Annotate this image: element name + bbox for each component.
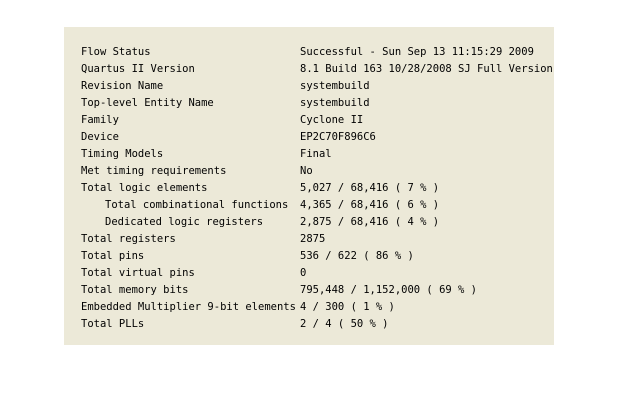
row-label: Total memory bits bbox=[81, 284, 189, 296]
row-total-combinational-functions bbox=[64, 197, 554, 214]
row-label: Flow Status bbox=[81, 46, 151, 58]
row-label: Total combinational functions bbox=[105, 199, 289, 211]
row-label: Total logic elements bbox=[81, 182, 208, 194]
row-device bbox=[64, 129, 554, 146]
row-value: No bbox=[300, 165, 313, 177]
row-total-pins bbox=[64, 248, 554, 265]
row-total-plls bbox=[64, 316, 554, 333]
row-revision-name bbox=[64, 78, 554, 95]
row-label: Family bbox=[81, 114, 119, 126]
row-total-virtual-pins bbox=[64, 265, 554, 282]
row-label: Total registers bbox=[81, 233, 176, 245]
row-value: systembuild bbox=[300, 97, 370, 109]
row-label: Total virtual pins bbox=[81, 267, 195, 279]
row-label: Timing Models bbox=[81, 148, 164, 160]
row-label: Revision Name bbox=[81, 80, 164, 92]
row-met-timing bbox=[64, 163, 554, 180]
row-label: Total PLLs bbox=[81, 318, 145, 330]
row-value: Final bbox=[300, 148, 332, 160]
row-quartus-version bbox=[64, 61, 554, 78]
row-value: 2,875 / 68,416 ( 4 % ) bbox=[300, 216, 440, 228]
row-label: Embedded Multiplier 9-bit elements bbox=[81, 301, 296, 313]
row-label: Met timing requirements bbox=[81, 165, 227, 177]
row-total-registers bbox=[64, 231, 554, 248]
row-value: 4,365 / 68,416 ( 6 % ) bbox=[300, 199, 440, 211]
row-value: Successful - Sun Sep 13 11:15:29 2009 bbox=[300, 46, 534, 58]
row-value: Cyclone II bbox=[300, 114, 364, 126]
row-label: Top-level Entity Name bbox=[81, 97, 214, 109]
row-value: 2875 bbox=[300, 233, 326, 245]
row-value: 795,448 / 1,152,000 ( 69 % ) bbox=[300, 284, 478, 296]
row-value: 0 bbox=[300, 267, 307, 279]
row-label: Total pins bbox=[81, 250, 145, 262]
row-total-logic-elements bbox=[64, 180, 554, 197]
row-value: 536 / 622 ( 86 % ) bbox=[300, 250, 414, 262]
row-value: EP2C70F896C6 bbox=[300, 131, 376, 143]
row-dedicated-logic-registers bbox=[64, 214, 554, 231]
row-value: systembuild bbox=[300, 80, 370, 92]
row-flow-status bbox=[64, 44, 554, 61]
row-value: 2 / 4 ( 50 % ) bbox=[300, 318, 389, 330]
row-top-level-entity bbox=[64, 95, 554, 112]
row-embedded-multiplier bbox=[64, 299, 554, 316]
row-value: 8.1 Build 163 10/28/2008 SJ Full Version bbox=[300, 63, 553, 75]
row-total-memory-bits bbox=[64, 282, 554, 299]
row-family bbox=[64, 112, 554, 129]
flow-summary-panel bbox=[64, 27, 554, 345]
row-value: 4 / 300 ( 1 % ) bbox=[300, 301, 395, 313]
row-label: Device bbox=[81, 131, 119, 143]
row-label: Dedicated logic registers bbox=[105, 216, 264, 228]
row-label: Quartus II Version bbox=[81, 63, 195, 75]
row-timing-models bbox=[64, 146, 554, 163]
row-value: 5,027 / 68,416 ( 7 % ) bbox=[300, 182, 440, 194]
